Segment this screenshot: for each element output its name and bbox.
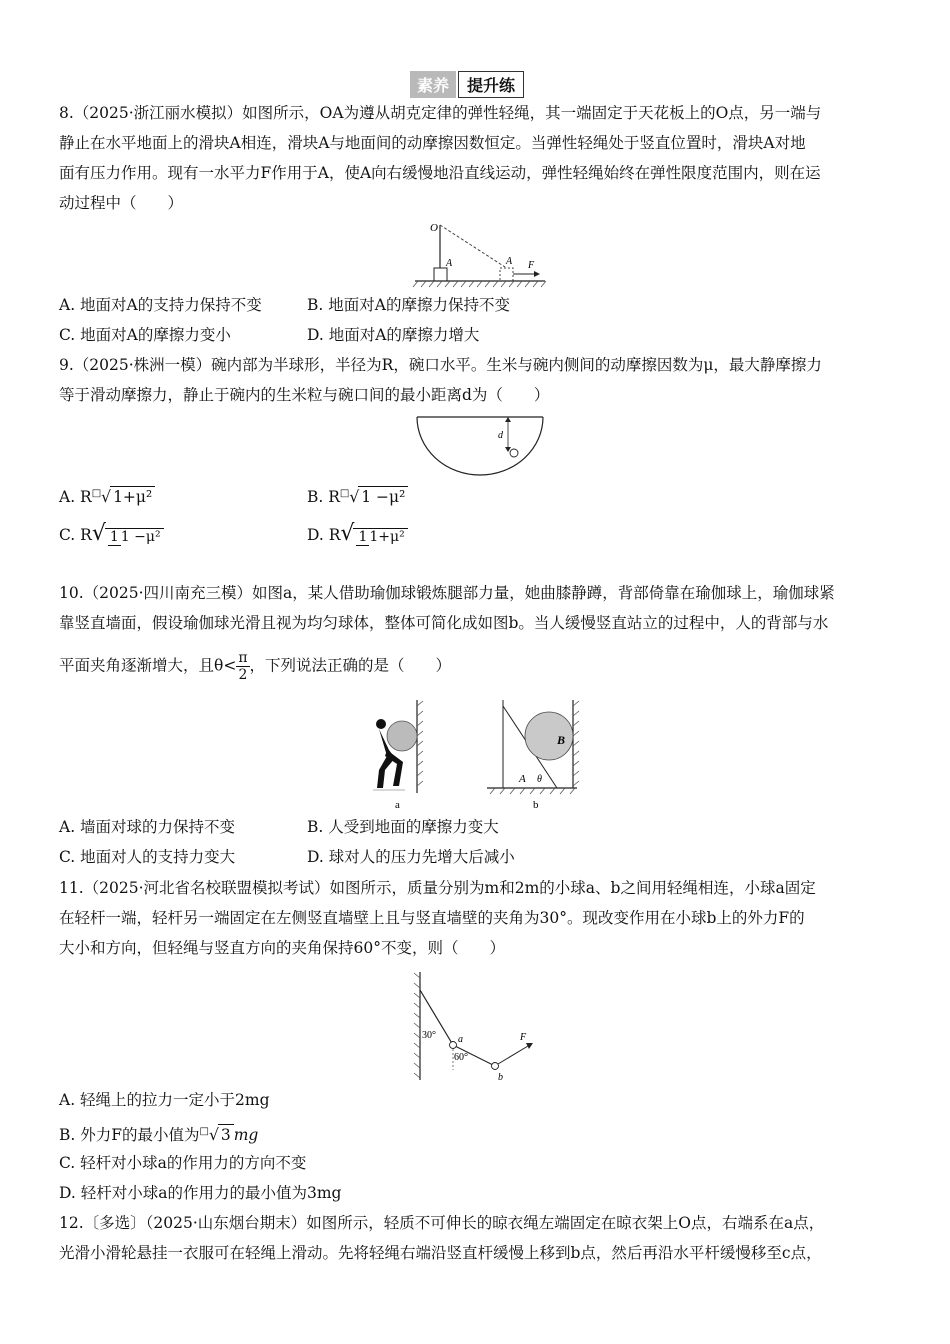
q11-option-b: B. 外力F的最小值为□√ 3 mg: [59, 1126, 259, 1145]
q10-line3-pre: 平面夹角逐渐增大，且θ<: [59, 656, 237, 675]
q10-fig-label-ball: B: [557, 733, 566, 747]
q9-option-d-numerator: 1: [358, 528, 368, 545]
q10-option-b: B. 人受到地面的摩擦力变大: [307, 818, 499, 836]
q9-option-b: B. R□√ 1 −μ²: [307, 484, 408, 507]
q8-line3: 面有压力作用。现有一水平力F作用于A，使A向右缓慢地沿直线运动，弹性轻绳始终在弹性限度范围内，则在运: [59, 164, 821, 182]
q9-option-d-prefix: D. R: [307, 526, 341, 544]
q11-option-b-prefix: B. 外力F的最小值为: [59, 1126, 200, 1145]
q8-line2: 静止在水平地面上的滑块A相连，滑块A与地面间的动摩擦因数恒定。当弹性轻绳处于竖直位置时，滑块A对地: [59, 134, 806, 152]
q10-option-c: C. 地面对人的支持力变大: [59, 848, 236, 866]
q8-option-b: B. 地面对A的摩擦力保持不变: [307, 296, 510, 314]
q11-line3: 大小和方向，但轻绳与竖直方向的夹角保持60°不变，则（ ）: [59, 939, 505, 957]
q8-line4: 动过程中（ ）: [59, 194, 184, 212]
q10-option-a: A. 墙面对球的力保持不变: [59, 818, 236, 836]
q10-figure-a: [365, 698, 435, 810]
q10-figure-b: [485, 698, 585, 810]
q11-fig-label-b: b: [498, 1072, 503, 1083]
q11-fig-label-f: F: [520, 1032, 527, 1043]
q9-line2: 等于滑动摩擦力，静止于碗内的生米粒与碗口间的最小距离d为（ ）: [59, 386, 550, 404]
q11-option-b-radicand: 3: [218, 1124, 234, 1145]
q9-option-c-prefix: C. R: [59, 526, 92, 544]
q9-option-a-radicand: 1+μ²: [110, 486, 155, 507]
q9-option-c: C. R√ 1 1 −μ²: [59, 524, 164, 545]
q9-option-c-numerator: 1: [109, 528, 119, 545]
section-header: [410, 72, 524, 96]
q8-option-d: D. 地面对A的摩擦力增大: [307, 326, 480, 344]
header-label-tishenglian: 提升练: [458, 71, 524, 98]
q9-option-b-radicand: 1 −μ²: [358, 486, 408, 507]
q10-fig-label-b: b: [533, 799, 539, 811]
q9-option-a-prefix: A. R: [59, 488, 92, 507]
q8-fig-label-o: O: [430, 222, 438, 234]
q11-option-c: C. 轻杆对小球a的作用力的方向不变: [59, 1154, 307, 1172]
q11-fig-label-60: 60°: [454, 1052, 468, 1063]
q11-fig-label-a: a: [458, 1034, 463, 1045]
q8-option-a: A. 地面对A的支持力保持不变: [59, 296, 262, 314]
q10-fig-label-person: A: [519, 773, 526, 785]
q11-line2: 在轻杆一端，轻杆另一端固定在左侧竖直墙壁上且与竖直墙壁的夹角为30°。现改变作用在小球b上的外力F的: [59, 909, 805, 927]
q8-figure: [410, 220, 550, 290]
q10-line1: 10.（2025·四川南充三模）如图a，某人借助瑜伽球锻炼腿部力量，她曲膝静蹲，背部倚靠在瑜伽球上，瑜伽球紧: [59, 584, 835, 602]
q9-line1: 9.（2025·株洲一模）碗内部为半球形，半径为R，碗口水平。生米与碗内侧间的动摩擦因数为μ，最大静摩擦力: [59, 356, 822, 374]
q8-fig-label-a2: A: [506, 256, 513, 267]
q9-option-a: A. R□√ 1+μ²: [59, 484, 155, 507]
q11-option-b-unit: mg: [233, 1126, 259, 1145]
q8-option-c: C. 地面对A的摩擦力变小: [59, 326, 231, 344]
q10-two: 2: [238, 667, 248, 683]
q11-figure: [408, 970, 543, 1085]
q10-option-d: D. 球对人的压力先增大后减小: [307, 848, 515, 866]
q9-option-d: D. R√ 1 1+μ²: [307, 524, 408, 545]
q11-line1: 11.（2025·河北省名校联盟模拟考试）如图所示，质量分别为m和2m的小球a、b之间用轻绳相连，小球a固定: [59, 879, 816, 897]
q9-option-b-prefix: B. R: [307, 488, 340, 507]
q10-line2: 靠竖直墙面，假设瑜伽球光滑且视为均匀球体，整体可简化成如图b。当人缓慢竖直站立的过程中，人的背部与水: [59, 614, 829, 632]
q8-fig-label-f: F: [528, 260, 535, 271]
q9-fig-label-d: d: [498, 430, 503, 441]
q9-bowl-figure: [415, 415, 545, 480]
q9-option-c-denominator: 1 −μ²: [120, 528, 161, 545]
q8-fig-label-a1: A: [446, 258, 453, 269]
q12-line1: 12.〔多选〕（2025·山东烟台期末）如图所示，轻质不可伸长的晾衣绳左端固定在晾衣架上O点，右端系在a点，: [59, 1214, 825, 1232]
header-label-suyang: 素养: [410, 71, 456, 98]
q9-option-d-denominator: 1+μ²: [369, 528, 405, 545]
q10-fig-label-a: a: [395, 799, 400, 811]
q11-fig-label-30: 30°: [422, 1030, 436, 1041]
q8-line1: 8.（2025·浙江丽水模拟）如图所示，OA为遵从胡克定律的弹性轻绳，其一端固定于天花板上的O点，另一端与: [59, 104, 822, 122]
q12-line2: 光滑小滑轮悬挂一衣服可在轻绳上滑动。先将轻绳右端沿竖直杆缓慢上移到b点，然后再沿水平杆缓慢移至c点，: [59, 1244, 822, 1262]
q11-option-a: A. 轻绳上的拉力一定小于2mg: [59, 1091, 270, 1109]
q10-line3: [59, 650, 451, 683]
q10-line3-post: ，下列说法正确的是（ ）: [249, 656, 452, 675]
q11-option-d: D. 轻杆对小球a的作用力的最小值为3mg: [59, 1184, 342, 1202]
q10-pi: π: [238, 650, 248, 666]
q10-fig-label-theta: θ: [537, 774, 542, 785]
